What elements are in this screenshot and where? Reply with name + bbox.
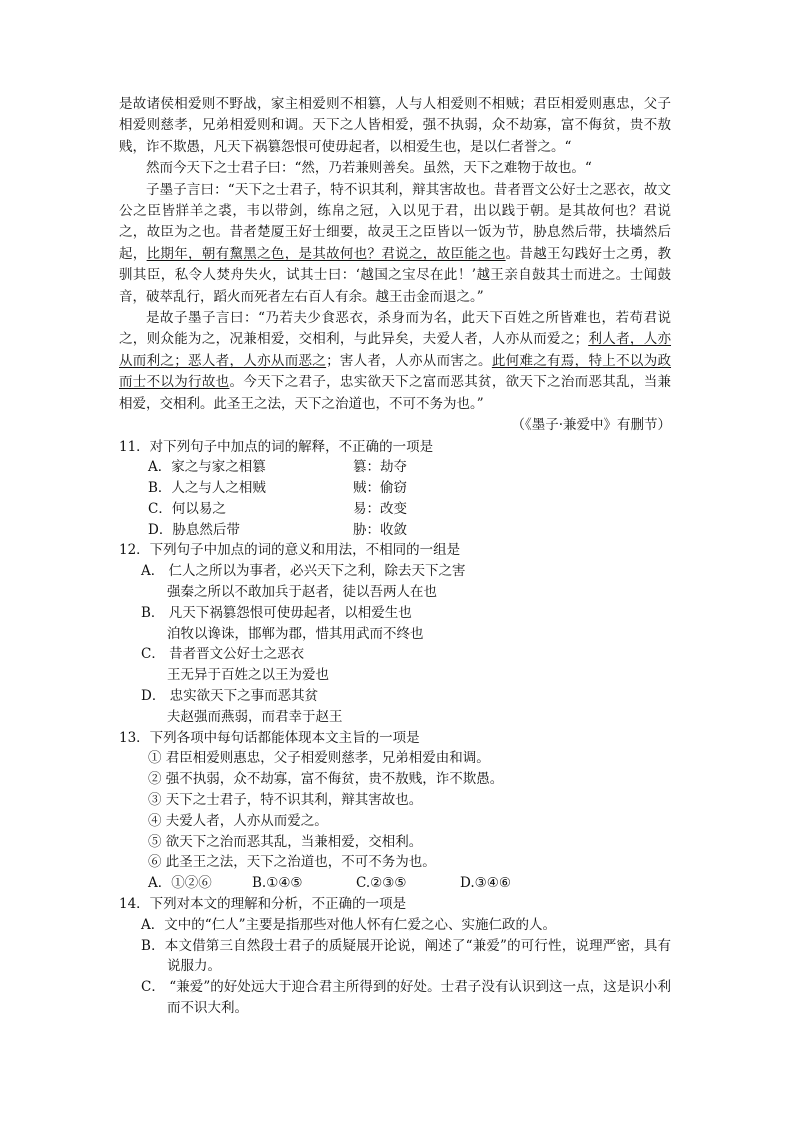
q13-item-3: ③ 天下之士君子，特不识其利，辩其害故也。 bbox=[148, 792, 423, 809]
option-gloss: 易：改变 bbox=[353, 500, 407, 517]
q13-item-1: ① 君臣相爱则惠忠，父子相爱则慈孝，兄弟相爱由和调。 bbox=[148, 750, 490, 767]
option-sentence: D．胁息然后带 bbox=[148, 521, 240, 538]
question-12-stem: 12．下列句子中加点的词的意义和用法，不相同的一组是 bbox=[119, 542, 461, 559]
q14-option-a: A．文中的“仁人”主要是指那些对他人怀有仁爱之心、实施仁政的人。 bbox=[141, 916, 557, 933]
passage-paragraph-1: 是故诸侯相爱则不野战，家主相爱则不相篡，人与人相爱则不相贼；君臣相爱则惠忠，父子相爱则慈孝，兄弟相爱则和调。天下之人皆相爱，强不执弱，众不劫寡，富不侮贫，贵不敖贱，诈不欺愚，凡天下祸篡怨恨可使毋起者，以相爱生也，是以仁者誉之。“ bbox=[119, 96, 671, 155]
exam-page bbox=[119, 94, 671, 1019]
option-sentence: B．人之与人之相贼 bbox=[148, 480, 266, 497]
q13-choices bbox=[119, 873, 671, 894]
passage-paragraph-3 bbox=[119, 180, 671, 308]
passage-paragraph-4 bbox=[119, 308, 671, 415]
question-14-stem: 14．下列对本文的理解和分析，不正确的一项是 bbox=[119, 896, 407, 913]
underlined-sentence: 比期年，朝有黧黑之色，是其故何也？君说之，故臣能之也 bbox=[146, 245, 506, 262]
q12-option-a: A． 仁人之所以为事者，必兴天下之利，除去天下之害 bbox=[141, 563, 466, 580]
q11-option-d bbox=[119, 520, 671, 541]
option-sentence: A．家之与家之相篡 bbox=[148, 459, 266, 476]
q12-option-d-pair: 夫赵强而燕弱，而君幸于赵王 bbox=[167, 708, 343, 725]
q12-option-b: B． 凡天下祸篡怨恨可使毋起者，以相爱生也 bbox=[141, 604, 412, 621]
q12-option-c-pair: 王无异于百姓之以王为爱也 bbox=[167, 667, 329, 684]
q13-item-5: ⑤ 欲天下之治而恶其乱，当兼相爱，交相利。 bbox=[148, 833, 423, 850]
q13-choice-a: A．①②⑥ bbox=[148, 875, 212, 892]
option-gloss: 胁：收敛 bbox=[353, 521, 407, 538]
q12-option-d: D． 忠实欲天下之事而恶其贫 bbox=[141, 688, 319, 705]
option-gloss: 篡：劫夺 bbox=[353, 459, 407, 476]
q12-option-b-pair: 洎牧以谗诛，邯郸为郡，惜其用武而不终也 bbox=[167, 625, 424, 642]
passage-source: （《墨子·兼爱中》有删节） bbox=[511, 417, 671, 434]
passage-text: ；害人者，人亦从而害之。 bbox=[326, 352, 492, 369]
q12-option-c: C． 昔者晋文公好士之恶衣 bbox=[141, 646, 305, 663]
passage-text: 是故子墨子言曰：“乃若夫少食恶衣，杀身而为名，此天下百姓之所皆难也，若苟君说之，则众能为之，况兼相爱，交相利，与此异矣，夫爱人者，人亦从而爱之； bbox=[119, 310, 671, 348]
option-gloss: 贼：偷窃 bbox=[353, 480, 407, 497]
question-11-stem: 11．对下列句子中加点的词的解释，不正确的一项是 bbox=[119, 438, 434, 455]
q11-option-c bbox=[119, 499, 671, 520]
q14-option-b: B．本文借第三自然段士君子的质疑展开论说，阐述了“兼爱”的可行性，说理严密，具有说服力。 bbox=[141, 937, 671, 975]
underlined-sentence: 利人者，人亦从而利之；恶人者，人亦从而恶之 bbox=[119, 331, 672, 369]
q13-choice-d: D.③④⑥ bbox=[460, 875, 511, 892]
q13-choice-c: C.②③⑤ bbox=[356, 875, 407, 892]
question-13-stem: 13．下列各项中每句话都能体现本文主旨的一项是 bbox=[119, 729, 420, 746]
passage-text: 。昔越王勾践好士之勇，教驯其臣，私令人焚舟失火，试其士曰：‘越国之宝尽在此！’越王亲自鼓其士而进之。士闻鼓音，破萃乱行，蹈火而死者左右百人有余。越王击金而退之。” bbox=[119, 245, 672, 305]
underlined-sentence: 此何难之有焉，特上不以为政而士不以为行故也 bbox=[119, 352, 672, 391]
passage-text: 子墨子言曰：“天下之士君子，特不识其利，辩其害故也。昔者晋文公好士之恶衣，故文公之臣皆牂羊之裘，韦以带剑，练帛之冠，入以见于君，出以践于朝。是其故何也？君说之，故臣为之也。昔者楚厦王好士细要，故灵王之臣皆以一饭为节，胁息然后带，扶墙然后起， bbox=[119, 181, 671, 262]
q13-item-6: ⑥ 此圣王之法，天下之治道也，不可不务为也。 bbox=[148, 854, 436, 871]
q11-option-a bbox=[119, 457, 671, 478]
option-sentence: C．何以易之 bbox=[148, 500, 226, 517]
passage-paragraph-2: 然而今天下之士君子曰：“然，乃若兼则善矣。虽然，天下之难物于故也。“ bbox=[146, 160, 592, 177]
q12-option-a-pair: 强秦之所以不敢加兵于赵者，徒以吾两人在也 bbox=[167, 584, 437, 601]
q14-option-c: C． “兼爱”的好处远大于迎合君主所得到的好处。士君子没有认识到这一点，这是识小利而不识大利。 bbox=[141, 979, 671, 1017]
q13-item-2: ② 强不执弱，众不劫寡，富不侮贫，贵不敖贱，诈不欺愚。 bbox=[148, 771, 504, 788]
q13-choice-b: B.①④⑤ bbox=[252, 875, 303, 892]
q13-item-4: ④ 夫爱人者，人亦从而爱之。 bbox=[148, 812, 328, 829]
passage-text: 。今天下之君子，忠实欲天下之富而恶其贫，欲天下之治而恶其乱，当兼相爱，交相利。此圣王之法，天下之治道也，不可不务为也。” bbox=[119, 374, 672, 412]
q11-option-b bbox=[119, 478, 671, 499]
